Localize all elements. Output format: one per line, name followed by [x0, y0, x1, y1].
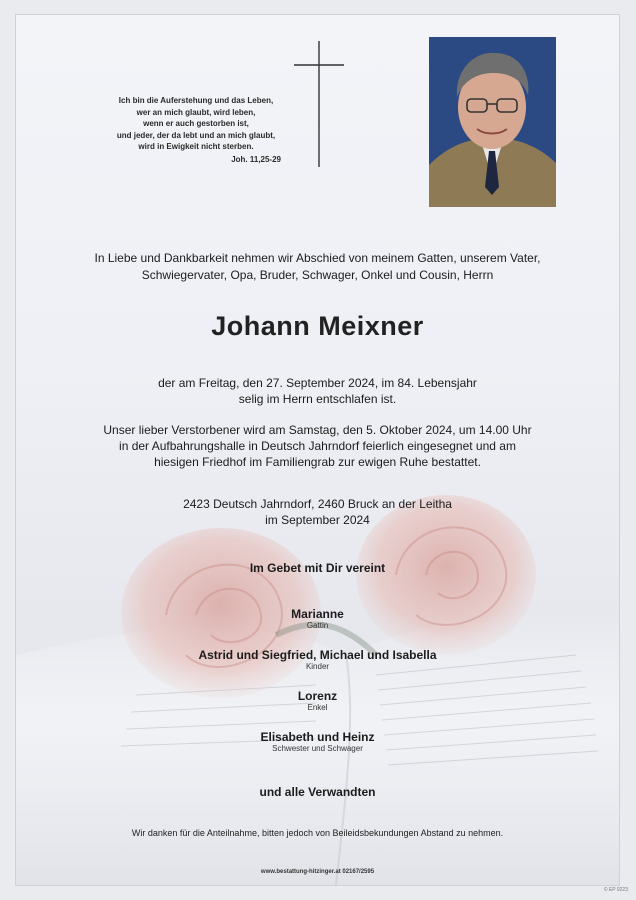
bible-verse: [71, 95, 321, 165]
mourner-entry: [46, 689, 589, 713]
funeral-notice: [46, 422, 589, 470]
print-code: © EP 9223: [603, 887, 628, 893]
mourner-relation: Enkel: [307, 703, 328, 712]
death-line: der am Freitag, den 27. September 2024, im 84. Lebensjahr: [158, 376, 477, 390]
funeral-line: hiesigen Friedhof im Familiengrab zur ewigen Ruhe bestattet.: [154, 455, 481, 469]
mourner-relation: Schwester und Schwager: [272, 744, 363, 753]
verse-line: und jeder, der da lebt und an mich glaubt,: [116, 130, 276, 140]
intro-text: [46, 250, 589, 284]
mourner-entry: [46, 607, 589, 631]
verse-reference: Joh. 11,25-29: [231, 154, 281, 164]
verse-line: Ich bin die Auferstehung und das Leben,: [118, 96, 274, 105]
funeral-line: Unser lieber Verstorbener wird am Samstag, den 5. Oktober 2024, um 14.00 Uhr: [103, 423, 532, 437]
portrait-photo: [429, 37, 556, 207]
thanks-note: Wir danken für die Anteilnahme, bitten jedoch von Beileidsbekundungen Abstand zu nehmen.: [131, 828, 504, 838]
cross-icon: [292, 39, 346, 169]
verse-line: wer an mich glaubt, wird leben,: [136, 107, 256, 117]
mourner-name: Lorenz: [297, 689, 338, 703]
closing-line: und alle Verwandten: [259, 785, 376, 799]
mourner-name: Marianne: [291, 607, 344, 621]
death-line: selig im Herrn entschlafen ist.: [238, 392, 397, 406]
funeral-home-footer: www.bestattung-hitzinger.at 02167/2595: [260, 869, 375, 875]
mourner-relation: Kinder: [305, 662, 330, 671]
verse-line: wenn er auch gestorben ist,: [143, 119, 249, 128]
mourner-entry: [46, 648, 589, 672]
death-notice: [46, 375, 589, 407]
mourner-name: Astrid und Siegfried, Michael und Isabella: [198, 648, 437, 662]
intro-line: Schwiegervater, Opa, Bruder, Schwager, Onkel und Cousin, Herrn: [141, 268, 494, 282]
mourner-relation: Gattin: [306, 621, 329, 630]
mourner-name: Elisabeth und Heinz: [260, 730, 375, 744]
deceased-name: Johann Meixner: [211, 311, 424, 341]
prayer-line: Im Gebet mit Dir vereint: [249, 561, 386, 575]
intro-line: In Liebe und Dankbarkeit nehmen wir Abschied von meinem Gatten, unserem Vater,: [94, 251, 541, 265]
place-line: im September 2024: [265, 513, 370, 527]
mourner-entry: [46, 730, 589, 754]
obituary-sheet: [15, 14, 620, 886]
place-date: [46, 496, 589, 528]
funeral-line: in der Aufbahrungshalle in Deutsch Jahrndorf feierlich eingesegnet und am: [119, 439, 516, 453]
verse-line: wird in Ewigkeit nicht sterben.: [138, 142, 254, 151]
place-line: 2423 Deutsch Jahrndorf, 2460 Bruck an der Leitha: [183, 497, 452, 511]
